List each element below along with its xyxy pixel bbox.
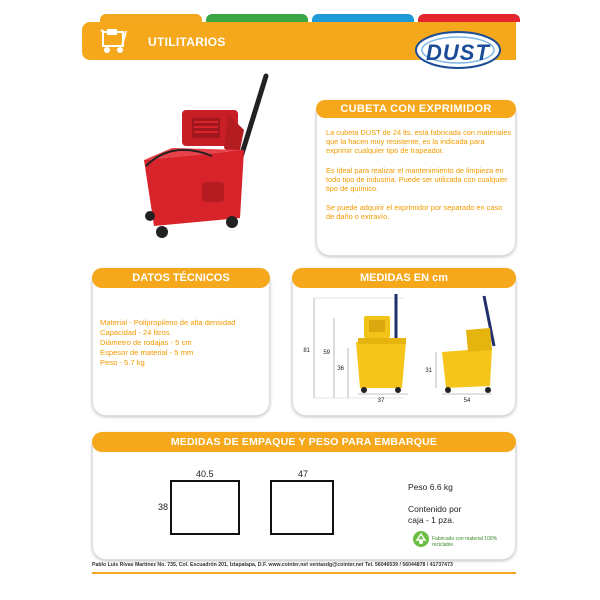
recycle-icon xyxy=(412,530,430,548)
tab-orange xyxy=(100,14,202,22)
box-content: Contenido por caja - 1 pza. xyxy=(408,504,462,525)
section-title: UTILITARIOS xyxy=(148,35,226,49)
tab-red xyxy=(418,14,520,22)
description-paragraph: Se puede adquirir el exprimidor por separado en caso de daño o extravío. xyxy=(326,203,503,222)
shipping-weight: Peso 6.6 kg xyxy=(408,482,453,492)
tech-item: Espesor de material - 5 mm xyxy=(100,348,194,357)
product-description xyxy=(326,128,512,232)
packing-title: MEDIDAS DE EMPAQUE Y PESO PARA EMBARQUE xyxy=(92,432,516,452)
tech-item: Peso - 5.7 kg xyxy=(100,358,145,367)
tech-data-title: DATOS TÉCNICOS xyxy=(92,268,270,288)
tech-item: Diámetro de rodajas - 5 cm xyxy=(100,338,192,347)
footer-contact: Pablo Luis Rivas Martínez No. 735, Col. Escuadrón 201, Iztapalapa, D.F. www.cointer.net ventasdg@cointer.net Tel. 56046539 / 56044878 / 41737473 xyxy=(92,562,453,568)
side-height: 31 xyxy=(425,368,432,374)
description-paragraph: Es ideal para realizar el mantenimiento de limpieza en todo tipo de industria. Puede ser utilizada con cualquier tipo de químico. xyxy=(326,165,508,194)
cart-icon xyxy=(98,27,130,55)
box-front xyxy=(170,480,240,535)
front-width: 37 xyxy=(377,398,385,404)
color-tabs xyxy=(100,14,520,22)
front-height-total: 81 xyxy=(303,348,310,354)
box2-width: 47 xyxy=(298,469,309,479)
box1-width: 40.5 xyxy=(196,469,214,479)
tab-blue xyxy=(312,14,414,22)
measures-title: MEDIDAS EN cm xyxy=(292,268,516,288)
brand-name: DUST xyxy=(426,40,490,65)
side-width: 54 xyxy=(463,398,471,404)
tab-green xyxy=(206,14,308,22)
front-height-wringer: 59 xyxy=(323,350,330,356)
measures-diagram xyxy=(296,290,512,412)
box-side xyxy=(270,480,334,535)
description-paragraph: La cubeta DUST de 24 lts. está fabricada con materiales que la hacen muy resistente, es la indicada para exprimir cualquier tipo de trapeador. xyxy=(326,128,512,156)
footer-divider xyxy=(92,572,516,574)
tech-item: Capacidad - 24 litros xyxy=(100,328,170,337)
product-title: CUBETA CON EXPRIMIDOR xyxy=(316,100,516,118)
tech-data-list xyxy=(100,318,236,368)
mop-bucket-image xyxy=(132,70,282,250)
front-height-bucket: 36 xyxy=(337,366,344,372)
tech-item: Material - Polipropileno de alta densidad xyxy=(100,318,236,327)
box-height: 38 xyxy=(158,502,169,512)
eco-label: Fabricado con material 100% reciclable xyxy=(432,536,498,548)
